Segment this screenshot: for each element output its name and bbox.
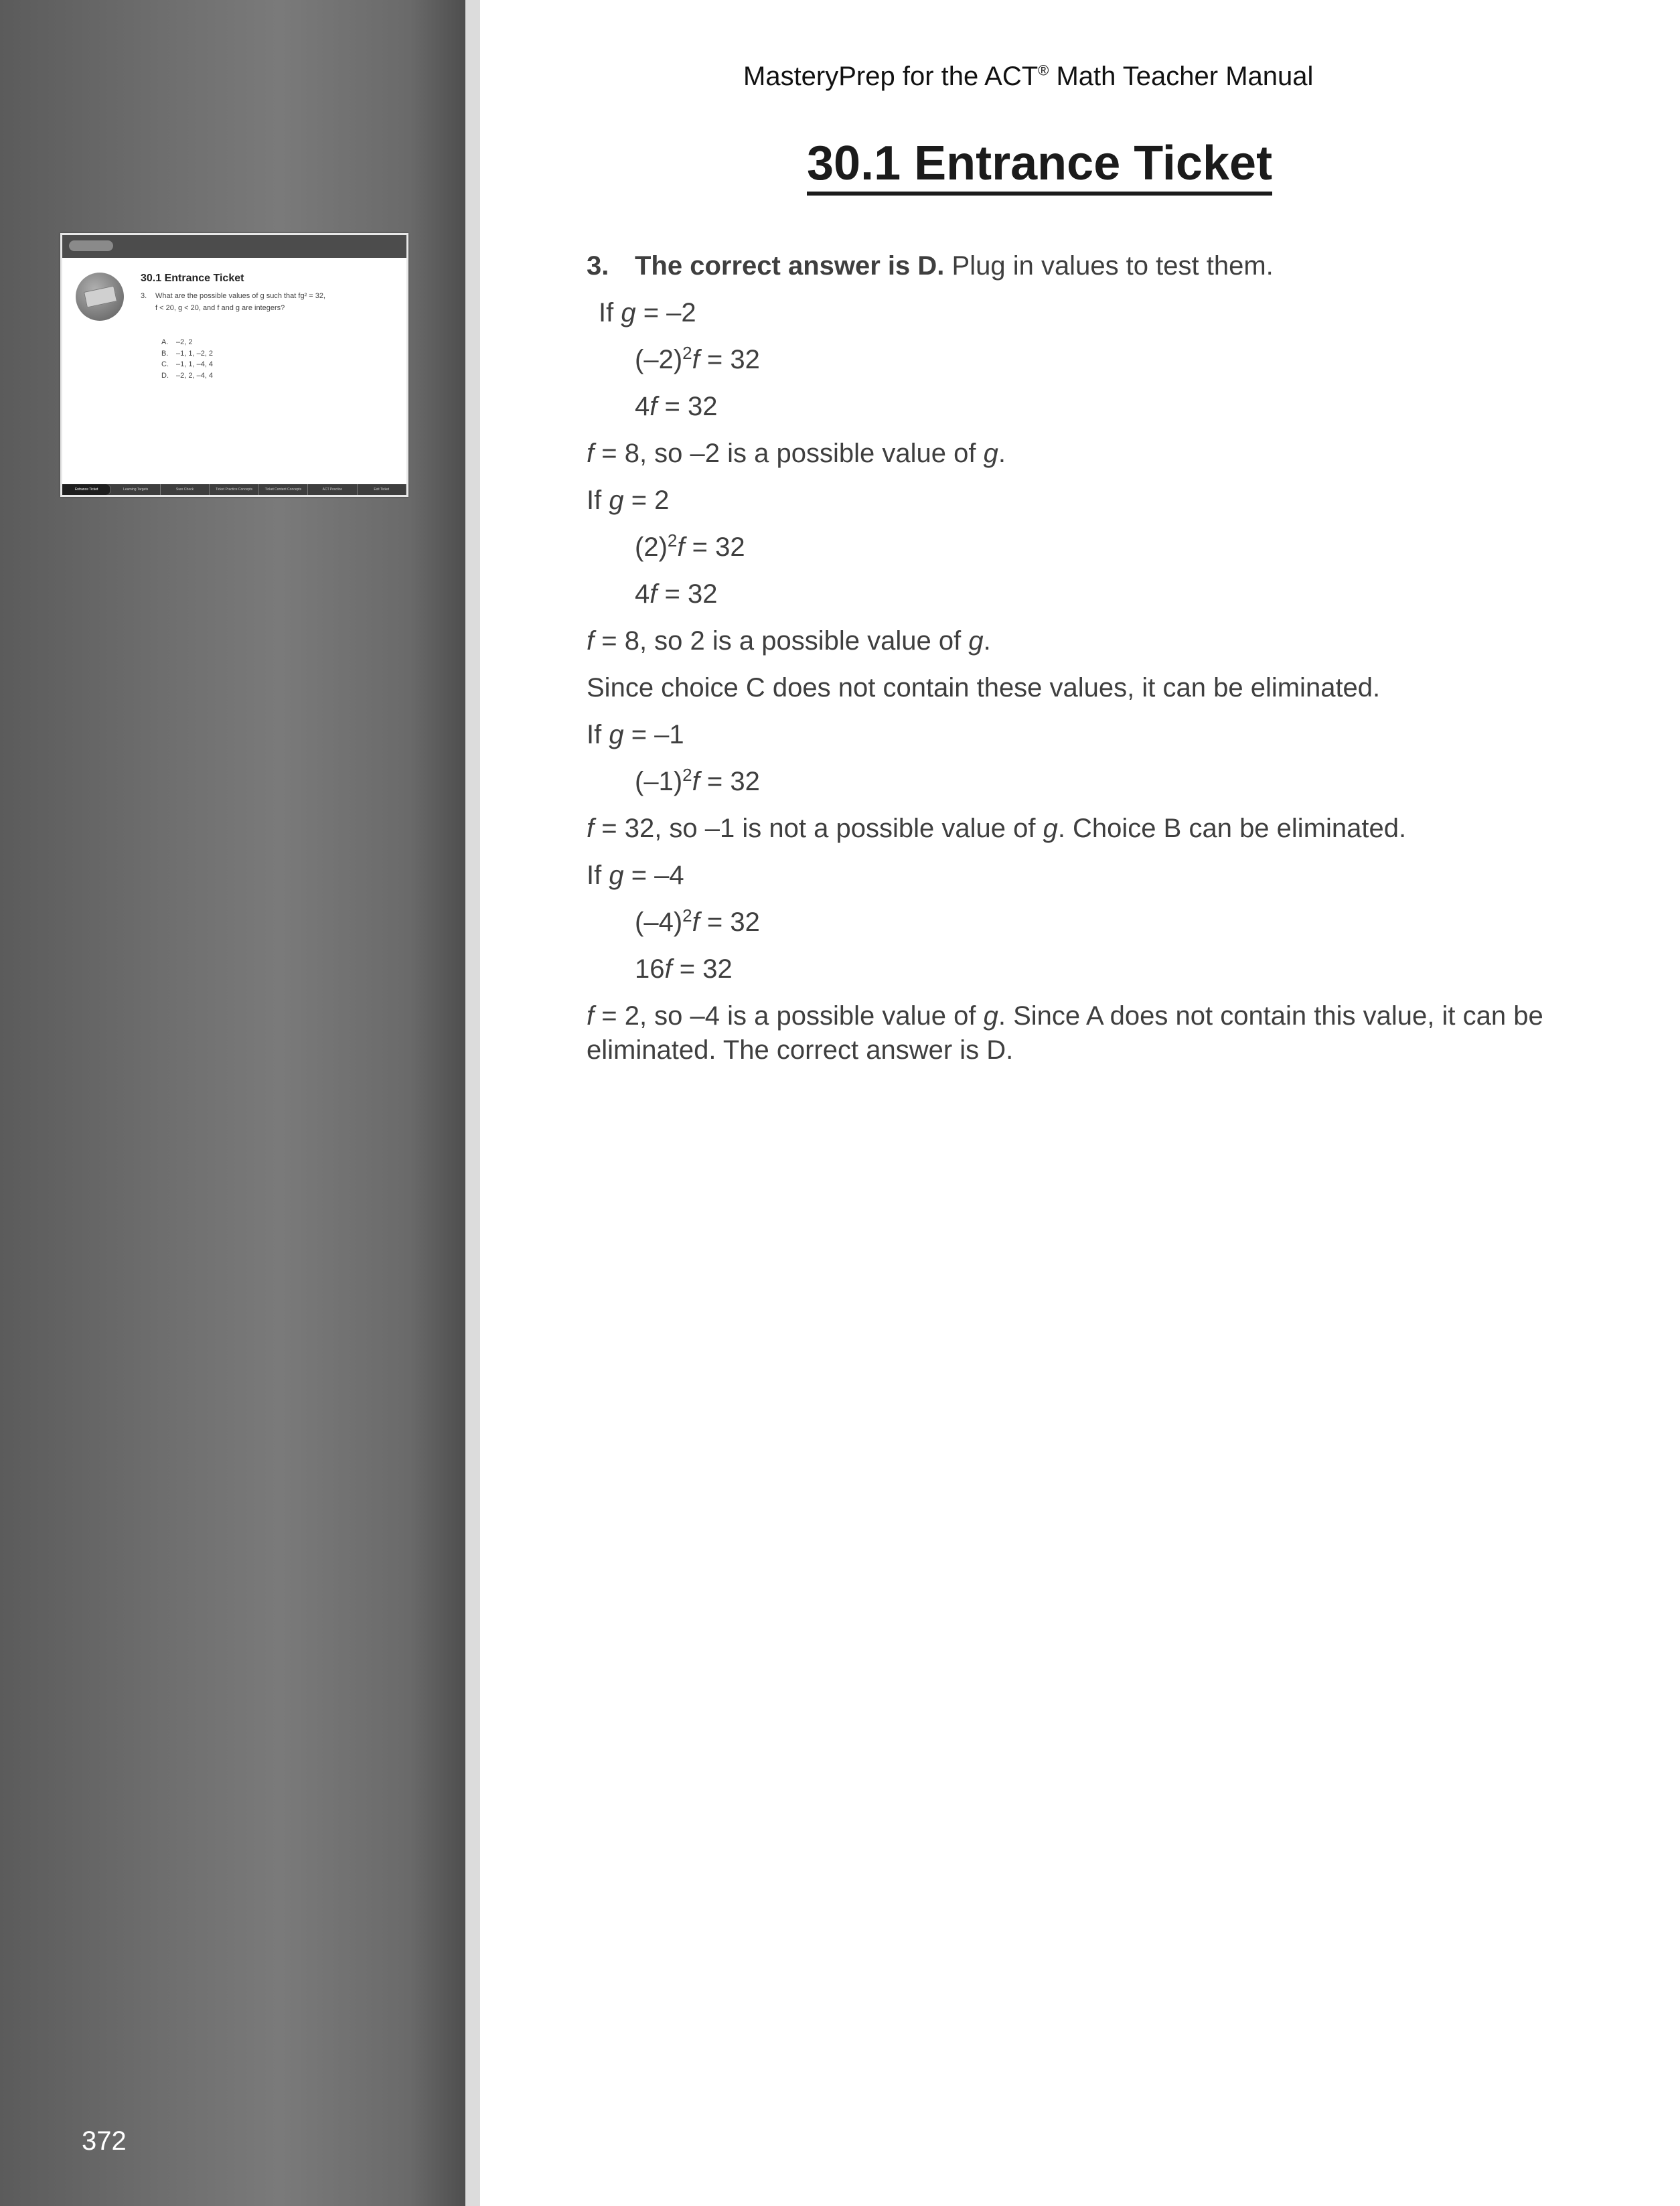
- slide-options: [161, 337, 213, 381]
- solution-line: 4f = 32: [635, 579, 718, 609]
- solution-line: f = 8, so 2 is a possible value of g.: [587, 626, 991, 656]
- solution-text: [587, 249, 1564, 1068]
- slide-nav-item: Ticket Content Concepts: [259, 484, 308, 495]
- slide-question-line1: What are the possible values of g such that fg² = 32,: [155, 292, 326, 300]
- slide-option: C. –1, 1, –4, 4: [161, 360, 214, 368]
- slide-question-line2: f < 20, g < 20, and f and g are integers?: [155, 304, 285, 313]
- solution-line: If g = –4: [587, 861, 684, 890]
- sidebar-edge: [465, 0, 480, 2206]
- slide-nav-item: Ticket Practice Concepts: [210, 484, 258, 495]
- solution-line: Since choice C does not contain these values, it can be eliminated.: [587, 673, 1381, 703]
- solution-line: If g = 2: [587, 486, 670, 515]
- slide-nav-item: Exit Ticket: [358, 484, 406, 495]
- solution-line: f = 8, so –2 is a possible value of g.: [587, 439, 1006, 468]
- solution-line: f = 2, so –4 is a possible value of g. Since A does not contain this value, it can be eliminated. The correct answer is D.: [587, 1001, 1543, 1065]
- running-header: MasteryPrep for the ACT® Math Teacher Manual: [743, 62, 1314, 91]
- solution-lead: 3. The correct answer is D. Plug in values to test them.: [587, 251, 1274, 281]
- slide-nav-item: Sure Check: [161, 484, 210, 495]
- page-title: 30.1 Entrance Ticket: [807, 139, 1272, 196]
- ticket-icon: [76, 273, 124, 321]
- slide-question: [141, 290, 388, 314]
- slide-nav-bar: [62, 484, 406, 495]
- solution-line: $(-4)^2f = 32$: [635, 905, 760, 937]
- slide-question-number: 3.: [141, 292, 147, 300]
- slide-thumbnail: [60, 233, 408, 497]
- solution-line: 16f = 32: [635, 954, 733, 984]
- solution-line: $(2)^2f = 32$: [635, 530, 745, 562]
- solution-line: $(-1)^2f = 32$: [635, 765, 760, 796]
- slide-option: D. –2, 2, –4, 4: [161, 371, 214, 380]
- slide-nav-item: ACT Practice: [308, 484, 357, 495]
- page-number: 372: [82, 2126, 127, 2156]
- solution-line: If g = –2: [599, 298, 696, 327]
- slide-option: B. –1, 1, –2, 2: [161, 349, 214, 358]
- slide-title: 30.1 Entrance Ticket: [141, 273, 244, 284]
- solution-line: If g = –1: [587, 720, 684, 749]
- slide-option: A. –2, 2: [161, 338, 193, 346]
- slide-logo: [69, 240, 113, 251]
- slide-nav-item: Entrance Ticket: [62, 484, 111, 495]
- solution-line: $(-2)^2f = 32$: [635, 343, 760, 374]
- slide-top-bar: [62, 235, 406, 258]
- solution-line: f = 32, so –1 is not a possible value of g. Choice B can be eliminated.: [587, 814, 1407, 843]
- solution-line: 4f = 32: [635, 392, 718, 421]
- slide-nav-item: Learning Targets: [111, 484, 160, 495]
